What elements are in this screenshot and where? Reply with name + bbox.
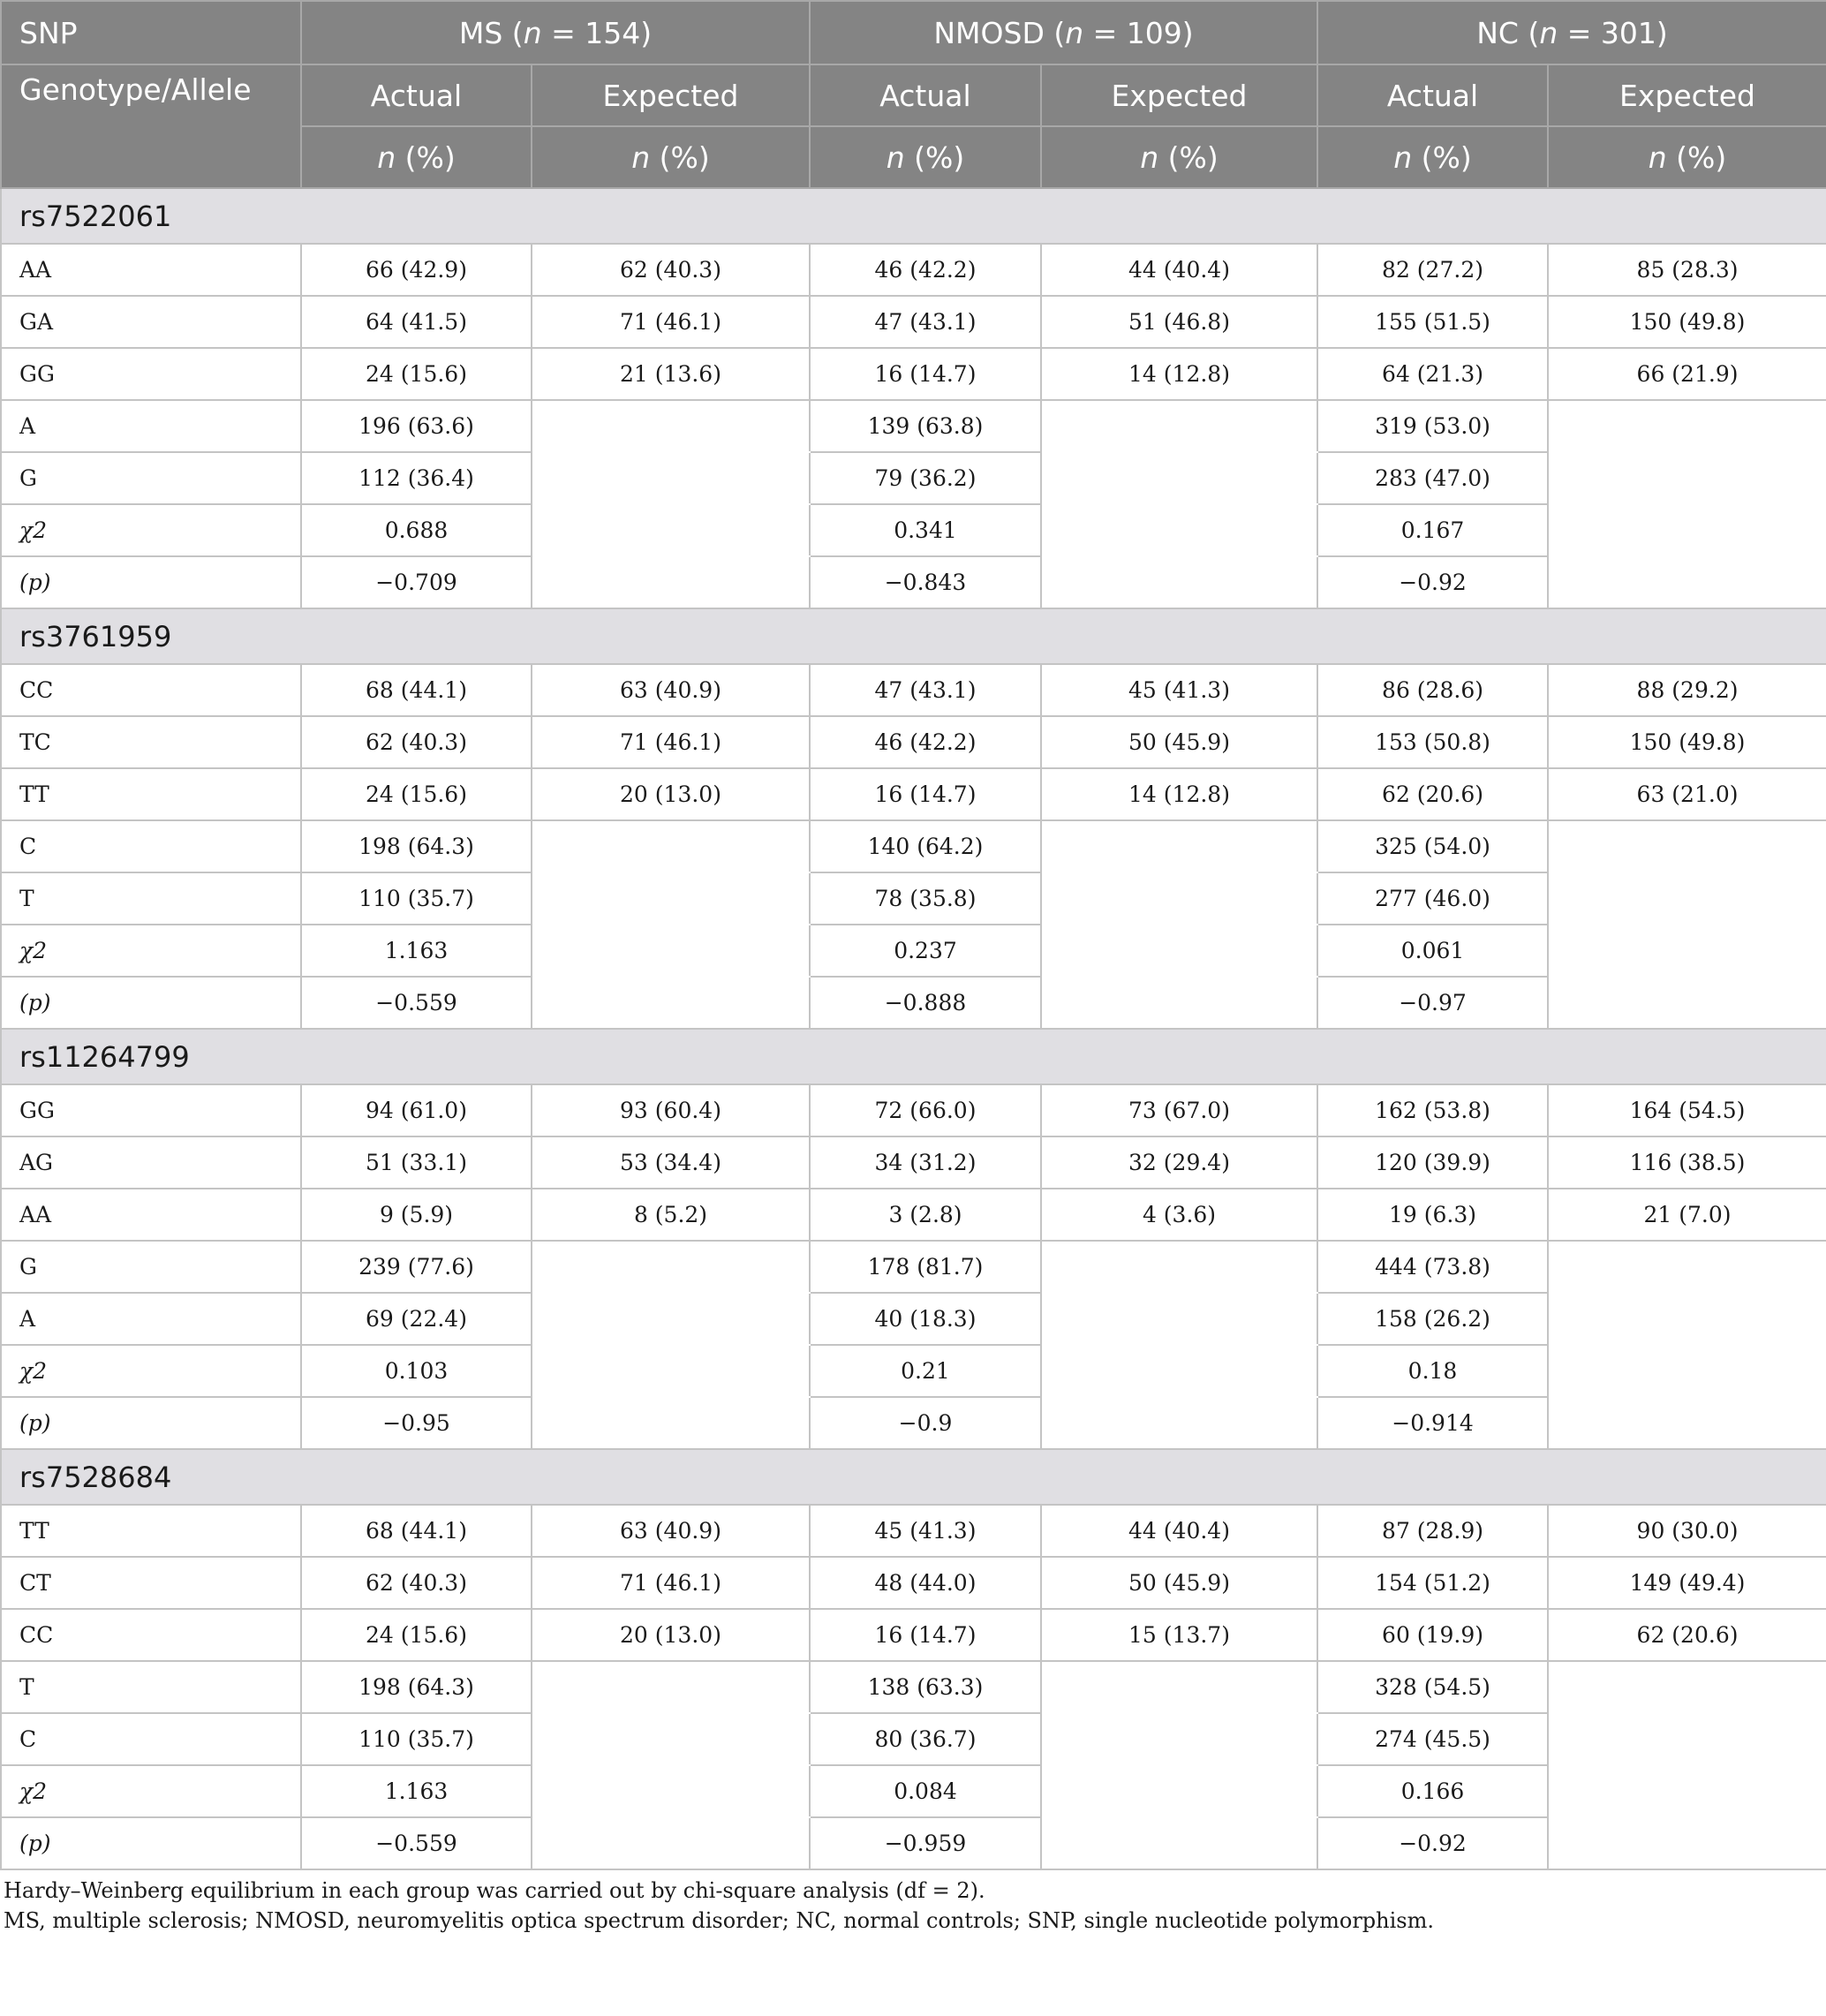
allele-row <box>1 1661 1826 1713</box>
table-header <box>1 1 1826 188</box>
genotype-label: TC <box>1 716 301 768</box>
empty-cell <box>1548 1713 1826 1765</box>
table-cell: 62 (40.3) <box>532 244 810 296</box>
empty-cell <box>532 1765 810 1817</box>
n-value: = 301) <box>1558 15 1668 50</box>
table-cell: 112 (36.4) <box>301 452 532 504</box>
genotype-row <box>1 768 1826 820</box>
table-cell: 149 (49.4) <box>1548 1557 1826 1609</box>
table-cell: −0.92 <box>1317 556 1548 608</box>
n-label: n <box>886 140 905 175</box>
table-cell: 19 (6.3) <box>1317 1189 1548 1241</box>
empty-cell <box>1548 1397 1826 1449</box>
table-cell: 71 (46.1) <box>532 716 810 768</box>
empty-cell <box>1041 400 1317 452</box>
genotype-row <box>1 1189 1826 1241</box>
table-cell: 21 (13.6) <box>532 348 810 400</box>
header-n-percent <box>810 126 1041 188</box>
genotype-row <box>1 1136 1826 1189</box>
table-cell: 110 (35.7) <box>301 1713 532 1765</box>
snp-name: rs3761959 <box>1 608 1826 664</box>
table-cell: 32 (29.4) <box>1041 1136 1317 1189</box>
snp-name: rs7522061 <box>1 188 1826 244</box>
header-group-nc: NC (n = 301) <box>1317 1 1826 64</box>
header-n-percent <box>301 126 532 188</box>
snp-group-row <box>1 1449 1826 1505</box>
header-n-percent <box>532 126 810 188</box>
p-value-row <box>1 556 1826 608</box>
table-cell: 88 (29.2) <box>1548 664 1826 716</box>
empty-cell <box>1548 820 1826 872</box>
header-group-ms: MS (n = 154) <box>301 1 810 64</box>
empty-cell <box>1548 452 1826 504</box>
allele-label: T <box>1 872 301 925</box>
allele-row <box>1 820 1826 872</box>
table-cell: 34 (31.2) <box>810 1136 1041 1189</box>
header-n-percent <box>1041 126 1317 188</box>
empty-cell <box>532 556 810 608</box>
allele-row <box>1 400 1826 452</box>
header-actual: Actual <box>301 64 532 126</box>
allele-label: A <box>1 400 301 452</box>
header-n-percent <box>1317 126 1548 188</box>
table-cell: 15 (13.7) <box>1041 1609 1317 1661</box>
percent-label: (%) <box>1158 140 1219 175</box>
percent-label: (%) <box>650 140 710 175</box>
table-cell: 63 (40.9) <box>532 664 810 716</box>
table-cell: 63 (40.9) <box>532 1505 810 1557</box>
table-cell: 239 (77.6) <box>301 1241 532 1293</box>
table-cell: 69 (22.4) <box>301 1293 532 1345</box>
footnote-method: Hardy–Weinberg equilibrium in each group was carried out by chi-square analysis (df = 2). <box>4 1878 985 1903</box>
chi-square-label: χ2 <box>1 1345 301 1397</box>
table-cell: 66 (42.9) <box>301 244 532 296</box>
n-label: n <box>1539 15 1558 50</box>
table-cell: 40 (18.3) <box>810 1293 1041 1345</box>
genotype-label: TT <box>1 768 301 820</box>
p-value-label: (p) <box>1 977 301 1029</box>
table-cell: 196 (63.6) <box>301 400 532 452</box>
table-cell: 62 (40.3) <box>301 1557 532 1609</box>
header-genotype-allele: Genotype/Allele <box>1 64 301 188</box>
snp-group-row <box>1 1029 1826 1084</box>
n-label: n <box>1648 140 1667 175</box>
genotype-label: TT <box>1 1505 301 1557</box>
n-value: = 154) <box>541 15 653 50</box>
chi-square-row <box>1 504 1826 556</box>
genotype-row <box>1 1505 1826 1557</box>
table-cell: 87 (28.9) <box>1317 1505 1548 1557</box>
table-cell: 3 (2.8) <box>810 1189 1041 1241</box>
table-cell: 50 (45.9) <box>1041 716 1317 768</box>
table-cell: −0.843 <box>810 556 1041 608</box>
allele-label: G <box>1 452 301 504</box>
table-cell: 164 (54.5) <box>1548 1084 1826 1136</box>
empty-cell <box>532 452 810 504</box>
empty-cell <box>532 1817 810 1869</box>
table-cell: −0.959 <box>810 1817 1041 1869</box>
header-actual: Actual <box>1317 64 1548 126</box>
genotype-label: CC <box>1 1609 301 1661</box>
table-cell: 62 (40.3) <box>301 716 532 768</box>
table-cell: 150 (49.8) <box>1548 716 1826 768</box>
genotype-label: AG <box>1 1136 301 1189</box>
allele-label: A <box>1 1293 301 1345</box>
table-cell: 48 (44.0) <box>810 1557 1041 1609</box>
header-snp: SNP <box>1 1 301 64</box>
empty-cell <box>1548 1765 1826 1817</box>
table-cell: 325 (54.0) <box>1317 820 1548 872</box>
empty-cell <box>1041 1345 1317 1397</box>
table-cell: 14 (12.8) <box>1041 348 1317 400</box>
empty-cell <box>1548 1661 1826 1713</box>
allele-label: T <box>1 1661 301 1713</box>
table-cell: 85 (28.3) <box>1548 244 1826 296</box>
table-cell: 45 (41.3) <box>810 1505 1041 1557</box>
genotype-row <box>1 348 1826 400</box>
table-cell: 66 (21.9) <box>1548 348 1826 400</box>
table-cell: 16 (14.7) <box>810 1609 1041 1661</box>
empty-cell <box>532 1661 810 1713</box>
table-cell: 24 (15.6) <box>301 768 532 820</box>
table-cell: 51 (33.1) <box>301 1136 532 1189</box>
allele-row <box>1 872 1826 925</box>
snp-name: rs11264799 <box>1 1029 1826 1084</box>
p-value-label: (p) <box>1 556 301 608</box>
table-cell: 16 (14.7) <box>810 348 1041 400</box>
table-cell: 46 (42.2) <box>810 716 1041 768</box>
table-body <box>1 188 1826 1869</box>
table-cell: 51 (46.8) <box>1041 296 1317 348</box>
genotype-row <box>1 1084 1826 1136</box>
empty-cell <box>1041 1765 1317 1817</box>
genotype-row <box>1 296 1826 348</box>
chi-square-row <box>1 925 1826 977</box>
genotype-label: CC <box>1 664 301 716</box>
empty-cell <box>1548 977 1826 1029</box>
table-cell: 0.103 <box>301 1345 532 1397</box>
empty-cell <box>532 925 810 977</box>
genotype-label: GG <box>1 1084 301 1136</box>
empty-cell <box>1041 1661 1317 1713</box>
table-cell: 150 (49.8) <box>1548 296 1826 348</box>
table-cell: 64 (21.3) <box>1317 348 1548 400</box>
table-cell: 16 (14.7) <box>810 768 1041 820</box>
table-cell: 110 (35.7) <box>301 872 532 925</box>
empty-cell <box>532 504 810 556</box>
empty-cell <box>1041 1817 1317 1869</box>
table-cell: 277 (46.0) <box>1317 872 1548 925</box>
empty-cell <box>1548 925 1826 977</box>
table-cell: −0.97 <box>1317 977 1548 1029</box>
n-label: n <box>631 140 651 175</box>
empty-cell <box>532 400 810 452</box>
genotype-row <box>1 716 1826 768</box>
n-label: n <box>1065 15 1084 50</box>
table-cell: 64 (41.5) <box>301 296 532 348</box>
empty-cell <box>532 1345 810 1397</box>
n-value: = 109) <box>1083 15 1194 50</box>
table-cell: 0.237 <box>810 925 1041 977</box>
table-cell: 328 (54.5) <box>1317 1661 1548 1713</box>
table-cell: 138 (63.3) <box>810 1661 1041 1713</box>
table-cell: 444 (73.8) <box>1317 1241 1548 1293</box>
chi-square-row <box>1 1765 1826 1817</box>
genotype-label: GA <box>1 296 301 348</box>
allele-row <box>1 1241 1826 1293</box>
empty-cell <box>1548 1293 1826 1345</box>
n-label: n <box>1393 140 1413 175</box>
table-cell: 47 (43.1) <box>810 296 1041 348</box>
table-cell: 14 (12.8) <box>1041 768 1317 820</box>
table-cell: 198 (64.3) <box>301 820 532 872</box>
table-cell: 60 (19.9) <box>1317 1609 1548 1661</box>
empty-cell <box>1041 872 1317 925</box>
table-cell: 0.084 <box>810 1765 1041 1817</box>
empty-cell <box>1548 1345 1826 1397</box>
allele-label: C <box>1 820 301 872</box>
table-cell: 4 (3.6) <box>1041 1189 1317 1241</box>
percent-label: (%) <box>904 140 965 175</box>
chi-square-label: χ2 <box>1 925 301 977</box>
empty-cell <box>532 1713 810 1765</box>
table-cell: 68 (44.1) <box>301 1505 532 1557</box>
chi-square-row <box>1 1345 1826 1397</box>
table-cell: 1.163 <box>301 925 532 977</box>
n-label: n <box>1140 140 1159 175</box>
genotype-row <box>1 664 1826 716</box>
empty-cell <box>1041 977 1317 1029</box>
table-cell: 79 (36.2) <box>810 452 1041 504</box>
percent-label: (%) <box>396 140 456 175</box>
table-cell: 71 (46.1) <box>532 296 810 348</box>
table-cell: 47 (43.1) <box>810 664 1041 716</box>
empty-cell <box>532 1241 810 1293</box>
empty-cell <box>1041 1713 1317 1765</box>
table-cell: 78 (35.8) <box>810 872 1041 925</box>
table-cell: 82 (27.2) <box>1317 244 1548 296</box>
header-actual: Actual <box>810 64 1041 126</box>
genotype-label: GG <box>1 348 301 400</box>
empty-cell <box>1041 820 1317 872</box>
table-cell: 20 (13.0) <box>532 768 810 820</box>
empty-cell <box>1548 1241 1826 1293</box>
p-value-row <box>1 977 1826 1029</box>
p-value-row <box>1 1397 1826 1449</box>
table-cell: 8 (5.2) <box>532 1189 810 1241</box>
table-cell: 319 (53.0) <box>1317 400 1548 452</box>
table-cell: 0.18 <box>1317 1345 1548 1397</box>
chi-square-label: χ2 <box>1 1765 301 1817</box>
table-cell: 0.061 <box>1317 925 1548 977</box>
p-value-label: (p) <box>1 1397 301 1449</box>
footnotes <box>0 1876 1826 1936</box>
table-cell: 198 (64.3) <box>301 1661 532 1713</box>
table-cell: 90 (30.0) <box>1548 1505 1826 1557</box>
table-cell: −0.709 <box>301 556 532 608</box>
table-cell: 1.163 <box>301 1765 532 1817</box>
empty-cell <box>532 1397 810 1449</box>
table-cell: 62 (20.6) <box>1317 768 1548 820</box>
table-cell: −0.92 <box>1317 1817 1548 1869</box>
table-cell: 178 (81.7) <box>810 1241 1041 1293</box>
empty-cell <box>1041 452 1317 504</box>
table-cell: 53 (34.4) <box>532 1136 810 1189</box>
table-cell: 63 (21.0) <box>1548 768 1826 820</box>
group-name: NMOSD <box>933 15 1045 50</box>
snp-group-row <box>1 188 1826 244</box>
table-cell: 140 (64.2) <box>810 820 1041 872</box>
percent-label: (%) <box>1412 140 1472 175</box>
genotype-label: AA <box>1 244 301 296</box>
table-cell: 50 (45.9) <box>1041 1557 1317 1609</box>
header-expected: Expected <box>1548 64 1826 126</box>
empty-cell <box>1041 1293 1317 1345</box>
allele-label: G <box>1 1241 301 1293</box>
table-cell: 68 (44.1) <box>301 664 532 716</box>
table-cell: 120 (39.9) <box>1317 1136 1548 1189</box>
header-expected: Expected <box>1041 64 1317 126</box>
empty-cell <box>1548 556 1826 608</box>
p-value-label: (p) <box>1 1817 301 1869</box>
table-cell: 21 (7.0) <box>1548 1189 1826 1241</box>
p-value-row <box>1 1817 1826 1869</box>
empty-cell <box>1041 1397 1317 1449</box>
table-cell: 86 (28.6) <box>1317 664 1548 716</box>
allele-row <box>1 1293 1826 1345</box>
genotype-row <box>1 1557 1826 1609</box>
table-cell: 80 (36.7) <box>810 1713 1041 1765</box>
empty-cell <box>1041 504 1317 556</box>
empty-cell <box>1548 1817 1826 1869</box>
table-cell: 158 (26.2) <box>1317 1293 1548 1345</box>
empty-cell <box>1548 400 1826 452</box>
table-cell: 24 (15.6) <box>301 348 532 400</box>
empty-cell <box>1041 556 1317 608</box>
table-cell: 9 (5.9) <box>301 1189 532 1241</box>
empty-cell <box>532 820 810 872</box>
genotype-label: AA <box>1 1189 301 1241</box>
table-cell: 24 (15.6) <box>301 1609 532 1661</box>
table-cell: 44 (40.4) <box>1041 1505 1317 1557</box>
table-cell: 0.166 <box>1317 1765 1548 1817</box>
table-cell: −0.9 <box>810 1397 1041 1449</box>
table-cell: 20 (13.0) <box>532 1609 810 1661</box>
table-cell: −0.95 <box>301 1397 532 1449</box>
empty-cell <box>532 872 810 925</box>
group-name: NC <box>1476 15 1519 50</box>
table-cell: 73 (67.0) <box>1041 1084 1317 1136</box>
table-cell: 0.341 <box>810 504 1041 556</box>
snp-group-row <box>1 608 1826 664</box>
table-cell: 274 (45.5) <box>1317 1713 1548 1765</box>
n-label: n <box>523 15 542 50</box>
empty-cell <box>1548 872 1826 925</box>
genotype-row <box>1 1609 1826 1661</box>
table-cell: 139 (63.8) <box>810 400 1041 452</box>
table-cell: 94 (61.0) <box>301 1084 532 1136</box>
table-cell: 0.21 <box>810 1345 1041 1397</box>
snp-name: rs7528684 <box>1 1449 1826 1505</box>
empty-cell <box>532 977 810 1029</box>
empty-cell <box>1041 1241 1317 1293</box>
table-cell: 0.167 <box>1317 504 1548 556</box>
table-cell: 116 (38.5) <box>1548 1136 1826 1189</box>
table-cell: 46 (42.2) <box>810 244 1041 296</box>
table-cell: 62 (20.6) <box>1548 1609 1826 1661</box>
table-cell: −0.559 <box>301 1817 532 1869</box>
table-cell: −0.888 <box>810 977 1041 1029</box>
chi-square-label: χ2 <box>1 504 301 556</box>
table-cell: 71 (46.1) <box>532 1557 810 1609</box>
genotype-label: CT <box>1 1557 301 1609</box>
table-cell: 162 (53.8) <box>1317 1084 1548 1136</box>
empty-cell <box>1041 925 1317 977</box>
group-name: MS <box>458 15 503 50</box>
n-label: n <box>377 140 396 175</box>
table-cell: 153 (50.8) <box>1317 716 1548 768</box>
allele-label: C <box>1 1713 301 1765</box>
table-cell: 283 (47.0) <box>1317 452 1548 504</box>
allele-row <box>1 452 1826 504</box>
table-cell: 93 (60.4) <box>532 1084 810 1136</box>
header-group-nmosd: NMOSD (n = 109) <box>810 1 1317 64</box>
allele-row <box>1 1713 1826 1765</box>
table-cell: 44 (40.4) <box>1041 244 1317 296</box>
table-cell: 154 (51.2) <box>1317 1557 1548 1609</box>
empty-cell <box>1548 504 1826 556</box>
header-expected: Expected <box>532 64 810 126</box>
header-n-percent <box>1548 126 1826 188</box>
table-cell: 0.688 <box>301 504 532 556</box>
genotype-row <box>1 244 1826 296</box>
table-cell: 155 (51.5) <box>1317 296 1548 348</box>
footnote-abbreviations: MS, multiple sclerosis; NMOSD, neuromyelitis optica spectrum disorder; NC, normal controls; SNP, single nucleotide polymorphism. <box>4 1908 1434 1933</box>
table-cell: −0.914 <box>1317 1397 1548 1449</box>
table-cell: 72 (66.0) <box>810 1084 1041 1136</box>
percent-label: (%) <box>1666 140 1727 175</box>
table-cell: 45 (41.3) <box>1041 664 1317 716</box>
empty-cell <box>532 1293 810 1345</box>
table-cell: −0.559 <box>301 977 532 1029</box>
